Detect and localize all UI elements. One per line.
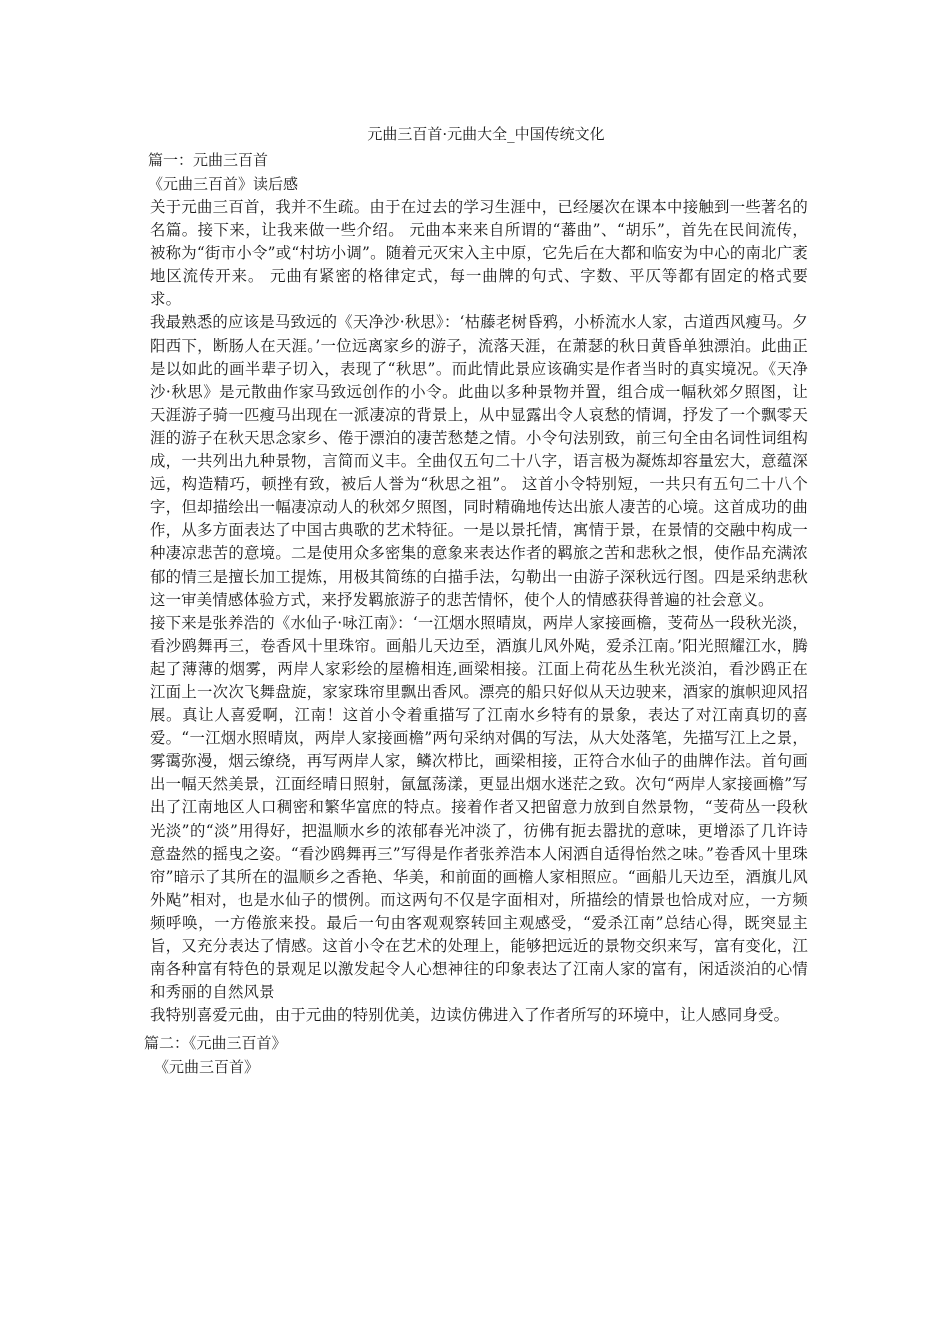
paragraph: 关于元曲三百首，我并不生疏。由于在过去的学习生涯中，已经屡次在课本中接触到一些著名的名篇。接下来，让我来做一些介绍。 元曲本来来自所谓的“蕃曲”、“胡乐”，首先在民间流传，被称为“街市小令”或“村坊小调”。随着元灭宋入主中原，它先后在大都和临安为中心的南北广袤地区流传开来。 元曲有紧密的格律定式，每一曲牌的句式、字数、平仄等都有固定的格式要求。 (150, 198, 808, 309)
section-subheading: 《元曲三百首》 (154, 1058, 260, 1077)
document-page (144, 124, 808, 1079)
paragraph: 接下来是张养浩的《水仙子·咏江南》：‘一江烟水照晴岚，两岸人家接画檐，芰荷丛一段秋光淡，看沙鸥舞再三，卷香风十里珠帘。画船儿天边至，酒旗儿风外飐，爱杀江南。’阳光照耀江水，腾起了薄薄的烟雾，两岸人家彩绘的屋檐相连,画梁相接。江面上荷花丛生秋光淡泊，看沙鸥正在江面上一次次飞舞盘旋，家家珠帘里飘出香风。漂亮的船只好似从天边驶来，酒家的旗帜迎风招展。真让人喜爱啊，江南！这首小令着重描写了江南水乡特有的景象，表达了对江南真切的喜爱。“一江烟水照晴岚，两岸人家接画檐”两句采纳对偶的写法，从大处落笔，先描写江上之景，雾霭弥漫，烟云缭绕，再写两岸人家，鳞次栉比，画梁相接，正符合水仙子的曲牌作法。首句画出一幅天然美景，江面经晴日照射，氤氲荡漾，更显出烟水迷茫之致。次句“两岸人家接画檐”写出了江南地区人口稠密和繁华富庶的特点。接着作者又把留意力放到自然景物，“芰荷丛一段秋光淡”的“淡”用得好，把温顺水乡的浓郁春光冲淡了，彷佛有扼去嚣扰的意味，更增添了几许诗意盎然的摇曳之姿。“看沙鸥舞再三”写得是作者张养浩本人闲洒自适得怡然之味。”卷香风十里珠帘”暗示了其所在的温顺乡之香艳、华美，和前面的画檐人家相照应。“画船儿天边至，酒旗儿风外飐”相对，也是水仙子的惯例。而这两句不仅是字面相对，所描绘的情景也恰成对应，一方频频呼唤，一方倦旅来投。最后一句由客观观察转回主观感受，“爱杀江南”总结心得，既突显主旨，又充分表达了情感。这首小令在艺术的处理上，能够把远近的景物交织来写，富有变化，江南各种富有特色的景观足以激发起令人心想神往的印象表达了江南人家的富有，闲适淡泊的心情和秀丽的自然风景 (150, 613, 808, 1002)
paragraph: 我特别喜爱元曲，由于元曲的特别优美，边读仿佛进入了作者所写的环境中，让人感同身受。 (150, 1006, 790, 1025)
document-title: 元曲三百首·元曲大全_中国传统文化 (367, 125, 605, 143)
section-heading: 篇一：元曲三百首 (148, 151, 269, 169)
section-subheading: 《元曲三百首》读后感 (148, 175, 299, 193)
paragraph: 我最熟悉的应该是马致远的《天净沙·秋思》：‘枯藤老树昏鸦，小桥流水人家，古道西风瘦马。夕阳西下，断肠人在天涯。’一位远离家乡的游子，流落天涯，在萧瑟的秋日黄昏单独漂泊。此曲正是以如此的画半辈子切入，表现了“秋思”。而此情此景应该确实是作者当时的真实境况。《天净沙·秋思》是元散曲作家马致远创作的小令。此曲以多种景物并置，组合成一幅秋郊夕照图，让天涯游子骑一匹瘦马出现在一派凄凉的背景上，从中显露出令人哀愁的情调，抒发了一个飘零天涯的游子在秋天思念家乡、倦于漂泊的凄苦愁楚之情。小令句法别致，前三句全由名词性词组构成，一共列出九种景物，言简而义丰。全曲仅五句二十八字，语言极为凝炼却容量宏大，意蕴深远，构造精巧，顿挫有致，被后人誉为“秋思之祖”。 这首小令特别短，一共只有五句二十八个字，但却描绘出一幅凄凉动人的秋郊夕照图，同时精确地传达出旅人凄苦的心境。这首成功的曲作，从多方面表达了中国古典歌的艺术特征。一是以景托情，寓情于景，在景情的交融中构成一种凄凉悲苦的意境。二是使用众多密集的意象来表达作者的羁旅之苦和悲秋之恨，使作品充满浓郁的情三是擅长加工提炼，用极其简练的白描手法，勾勒出一由游子深秋远行图。四是采纳悲秋这一审美情感体验方式，来抒发羁旅游子的悲苦情怀，使个人的情感获得普遍的社会意义。 (150, 313, 808, 609)
section-heading: 篇二：《元曲三百首》 (144, 1034, 287, 1053)
